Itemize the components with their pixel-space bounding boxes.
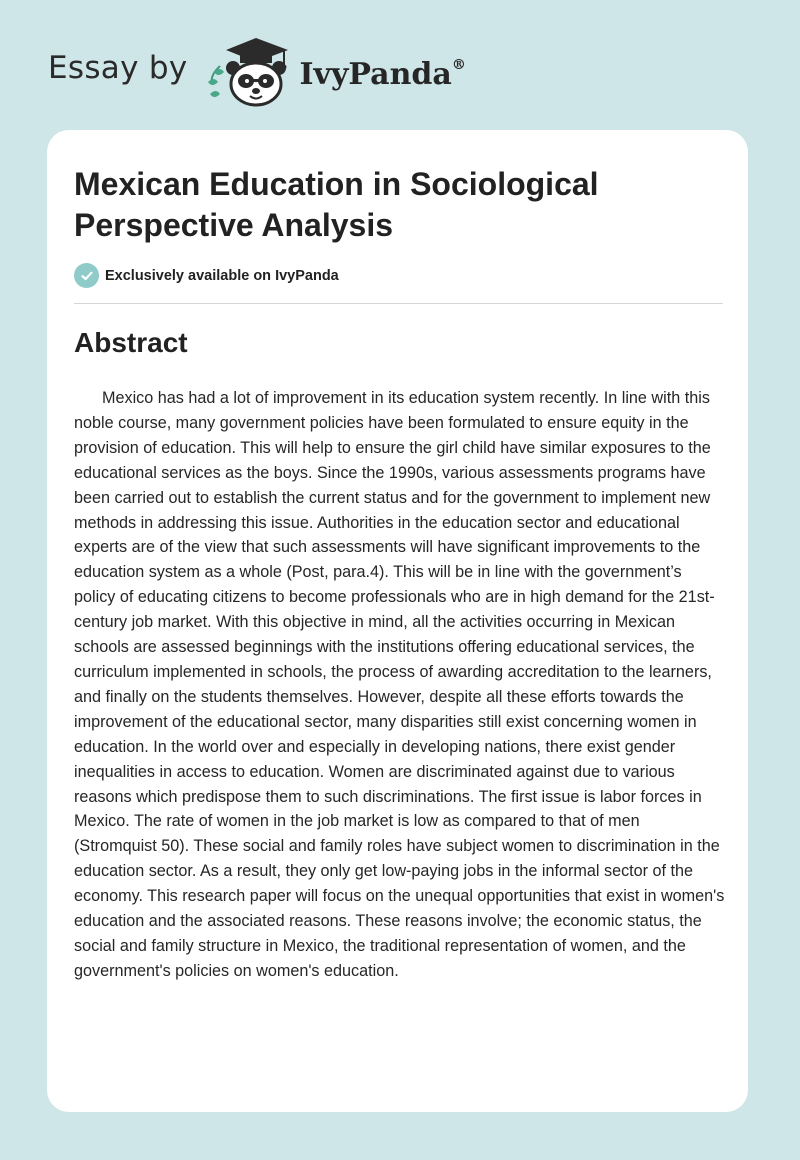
- abstract-paragraph: Mexico has had a lot of improvement in its education system recently. In line with this noble course, many government policies have been formulated to ensure equity in the provision of education. This will help to ensure the girl child have similar exposures to the educational services as the boys. Since the 1990s, various assessments programs have been carried out to establish the current status and for the government to implement new methods in addressing this issue. Authorities in the education sector and educational experts are of the view that such assessments will have significant improvements to the education system as a whole (Post, para.4). This will be in line with the government’s policy of educating citizens to become professionals who are in high demand for the 21st-century job market. With this objective in mind, all the activities occurring in Mexican schools are assessed beginnings with the institutions offering educational services, the curriculum implemented in schools, the process of awarding accreditation to the learners, and finally on the students themselves. However, despite all these efforts towards the improvement of the educational sector, many disparities still exist concerning women in education. In the world over and especially in developing nations, there exist gender inequalities in access to education. Women are discriminated against due to various reasons which predispose them to such discriminations. The first issue is labor forces in Mexico. The rate of women in the job market is low as compared to that of men (Stromquist 50). These social and family roles have subject women to discrimination in the education sector. As a result, they only get low-paying jobs in the informal sector of the economy. This research paper will focus on the unequal opportunities that exist in women's education and the associated reasons. These reasons involve; the economic status, the social and family structure in Mexico, the traditional representation of women, and the government's policies on women's education.: [74, 389, 725, 980]
- article-card: [47, 130, 748, 1112]
- check-circle-icon: [74, 263, 99, 288]
- page-title: Mexican Education in Sociological Perspective Analysis: [74, 166, 599, 243]
- section-heading: Abstract: [74, 327, 188, 358]
- badge-label: Exclusively available on IvyPanda: [105, 267, 339, 284]
- essay-by-label: Essay by: [48, 50, 188, 86]
- exclusive-badge: [74, 263, 339, 288]
- brand-label: IvyPanda: [299, 56, 452, 92]
- registered-mark: ®: [451, 56, 466, 73]
- site-header: [48, 36, 466, 108]
- divider: [74, 303, 723, 304]
- panda-graduate-icon[interactable]: [202, 36, 294, 108]
- brand-name[interactable]: [300, 57, 466, 92]
